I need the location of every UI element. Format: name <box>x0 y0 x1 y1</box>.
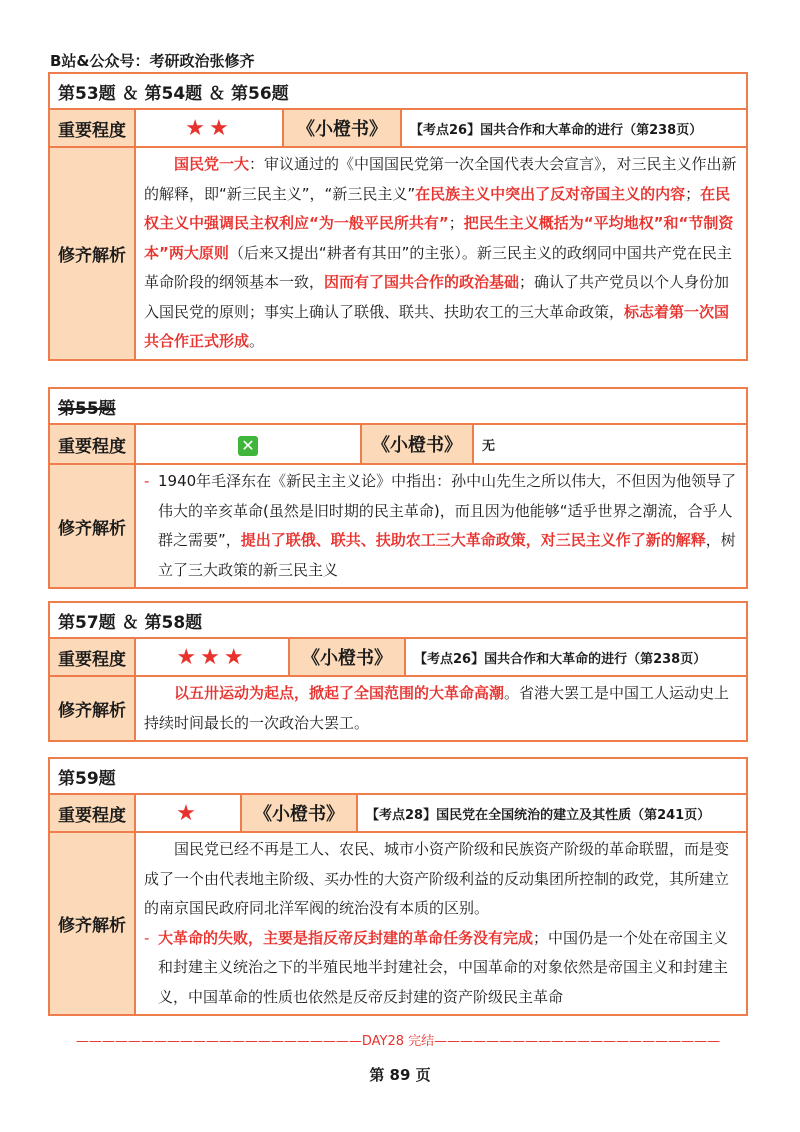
analysis-text: 国民党一大：审议通过的《中国国民党第一次全国代表大会宣言》，对三民主义作出新的解释，即“新三民主义”，“新三民主义”在民族主义中突出了反对帝国主义的内容；在民权主义中强调民主权利应“为一般平民所共有”；把民生主义概括为“平均地权”和“节制资本”两大原则（后来又提出“耕者有其田”的主张）。新三民主义的政纲同中国共产党在民主革命阶段的纲领基本一致，因而有了国共合作的政治基础；确认了共产党员以个人身份加入国民党的原则；事实上确认了联俄、联共、扶助农工的三大革命政策，标志着第一次国共合作正式形成。 <box>135 147 747 360</box>
page-header: B站&公众号：考研政治张修齐 <box>50 52 255 70</box>
book-label: 《小橙书》 <box>289 638 405 676</box>
analysis-paragraph-2: - 大革命的失败，主要是指反帝反封建的革命任务没有完成；中国仍是一个处在帝国主义和封建主义统治之下的半殖民地半封建社会，中国革命的对象依然是帝国主义和封建主义，中国革命的性质也依然是反帝反封建的资产阶级民主革命 <box>144 928 729 1006</box>
importance-label: 重要程度 <box>49 638 135 676</box>
question-title: 第53题 ＆ 第54题 ＆ 第56题 <box>49 73 747 109</box>
question-title: 第59题 <box>49 758 747 794</box>
book-label: 《小橙书》 <box>241 794 357 832</box>
importance-stars: ★★ <box>135 109 283 147</box>
analysis-label: 修齐解析 <box>49 832 135 1015</box>
analysis-text <box>135 832 747 1015</box>
question-title: 第55题 <box>58 398 116 419</box>
question-title: 第57题 ＆ 第58题 <box>49 602 747 638</box>
analysis-label: 修齐解析 <box>49 676 135 741</box>
analysis-label: 修齐解析 <box>49 464 135 588</box>
analysis-paragraph-1: 国民党已经不再是工人、农民、城市小资产阶级和民族资产阶级的革命联盟，而是变成了一个由代表地主阶级、买办性的大资产阶级利益的反动集团所控制的政党，其所建立的南京国民政府同北洋军阀的统治没有本质的区别。 <box>144 840 730 917</box>
keypoint: 【考点26】国共合作和大革命的进行（第238页） <box>405 638 747 676</box>
importance-stars: ★ <box>135 794 241 832</box>
analysis-label: 修齐解析 <box>49 147 135 360</box>
cross-mark-icon: ✕ <box>238 436 258 456</box>
importance-label: 重要程度 <box>49 109 135 147</box>
analysis-text: - 1940年毛泽东在《新民主主义论》中指出：孙中山先生之所以伟大，不但因为他领导了伟大的辛亥革命(虽然是旧时期的民主革命)，而且因为他能够“适乎世界之潮流，合乎人群之需要”，提出了联俄、联共、扶助农工三大革命政策，对三民主义作了新的解释，树立了三大政策的新三民主义 <box>135 464 747 588</box>
importance-stars: ★★★ <box>135 638 289 676</box>
question-block-57-58 <box>48 601 748 742</box>
analysis-text: 以五卅运动为起点，掀起了全国范围的大革命高潮。省港大罢工是中国工人运动史上持续时间最长的一次政治大罢工。 <box>135 676 747 741</box>
importance-label: 重要程度 <box>49 424 135 464</box>
keypoint: 无 <box>473 424 747 464</box>
question-block-55 <box>48 387 748 589</box>
keypoint: 【考点26】国共合作和大革命的进行（第238页） <box>401 109 747 147</box>
keypoint: 【考点28】国民党在全国统治的建立及其性质（第241页） <box>357 794 747 832</box>
question-block-59 <box>48 757 748 1016</box>
book-label: 《小橙书》 <box>361 424 473 464</box>
day-complete-divider: ——————————————————————DAY28 完结—————————————————————— <box>75 1034 721 1049</box>
book-label: 《小橙书》 <box>283 109 401 147</box>
importance-label: 重要程度 <box>49 794 135 832</box>
page-number: 第 89 页 <box>369 1066 431 1084</box>
question-block-53-54-56 <box>48 72 748 361</box>
